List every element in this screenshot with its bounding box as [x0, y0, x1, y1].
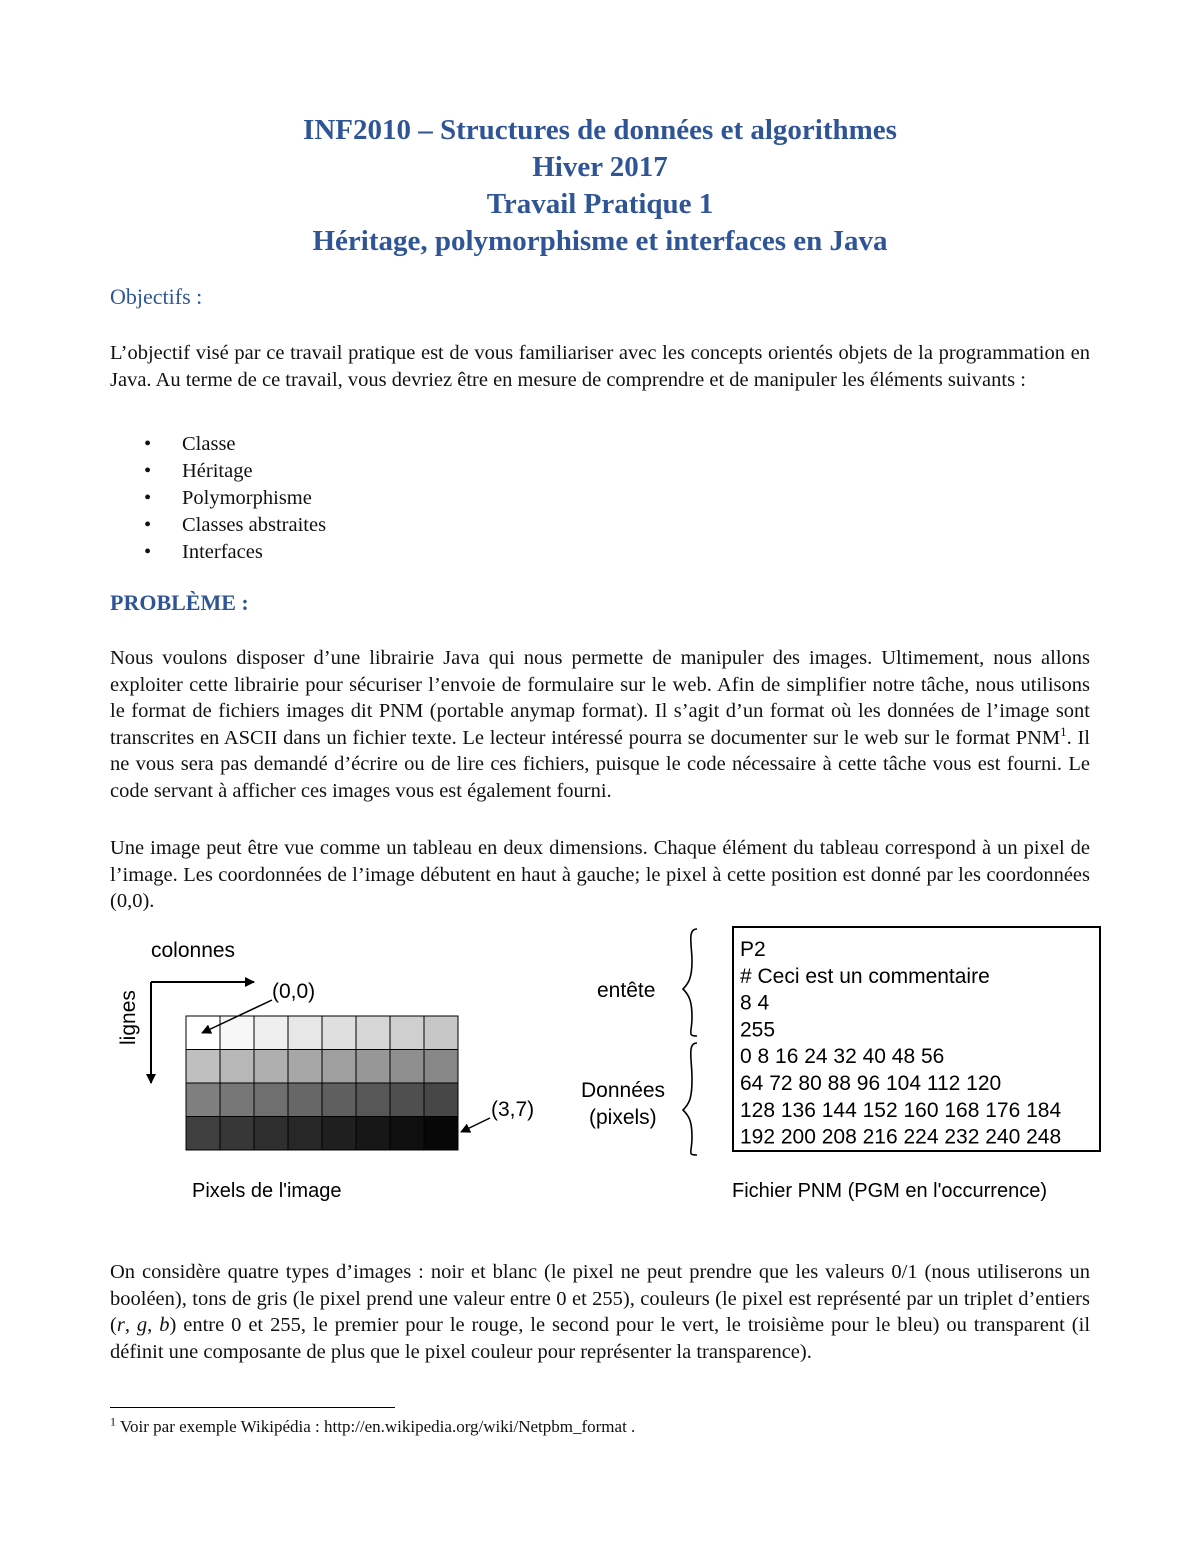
pixel-cell	[220, 1083, 254, 1117]
lignes-label: lignes	[117, 990, 140, 1045]
pixel-cell	[254, 1083, 288, 1117]
end-arrow	[461, 1118, 490, 1132]
pixel-cell	[186, 1050, 220, 1084]
entete-label: entête	[597, 979, 656, 1002]
pnm-file-line: 64 72 80 88 96 104 112 120	[740, 1072, 1002, 1095]
pnm-file-lines	[740, 938, 1061, 1149]
pixel-cell	[288, 1083, 322, 1117]
pixel-cell	[356, 1050, 390, 1084]
footnote-text[interactable]: Voir par exemple Wikipédia : http://en.wikipedia.org/wiki/Netpbm_format .	[116, 1417, 636, 1436]
pnm-file-line: # Ceci est un commentaire	[740, 964, 990, 988]
donnees-brace	[683, 1043, 697, 1155]
pixel-cell	[356, 1117, 390, 1151]
probleme-paragraph-1	[110, 645, 1090, 804]
pixels-label: (pixels)	[589, 1106, 657, 1129]
pixel-cell	[424, 1016, 458, 1050]
title-topic: Héritage, polymorphisme et interfaces en Java	[312, 225, 888, 257]
paragraph-text: ) entre 0 et 255, le premier pour le rouge, le second pour le vert, le troisième pour le bleu) ou transparent (il définit une composante de plus que le pixel couleur pour représenter la transparence).	[110, 1314, 1091, 1363]
title-course: INF2010 – Structures de données et algorithmes	[303, 114, 897, 146]
footnote	[110, 1416, 635, 1438]
left-caption: Pixels de l'image	[192, 1180, 342, 1202]
pixel-cell	[254, 1117, 288, 1151]
italic-b: b	[159, 1314, 170, 1336]
pixel-cell	[424, 1050, 458, 1084]
figure-svg	[0, 915, 1200, 1215]
pixel-cell	[186, 1117, 220, 1151]
pixel-cell	[424, 1083, 458, 1117]
pixel-cell	[356, 1083, 390, 1117]
pixel-cell	[424, 1117, 458, 1151]
objectifs-heading: Objectifs :	[110, 284, 203, 309]
donnees-label: Données	[581, 1079, 666, 1102]
pixel-cell	[288, 1050, 322, 1084]
pixel-cell	[288, 1117, 322, 1151]
footnote-separator	[110, 1407, 395, 1408]
pixel-cell	[322, 1016, 356, 1050]
pnm-figure	[0, 915, 1200, 1215]
paragraph-text: . Il ne vous sera pas demandé d’écrire ou de lire ces fichiers, puisque le code nécessaire à cette tâche vous est fourni. Le code servant à afficher ces images vous est également fourni.	[110, 726, 1091, 802]
pixel-cell	[390, 1117, 424, 1151]
pixel-cell	[254, 1050, 288, 1084]
list-item: • Héritage	[140, 458, 326, 485]
pnm-file-line: P2	[740, 938, 766, 961]
title-term: Hiver 2017	[532, 151, 668, 183]
pixel-grid	[186, 1016, 458, 1150]
paragraph-text: Nous voulons disposer d’une librairie Java qui nous permette de manipuler des images. Ultimement, nous allons exploiter cette librairie pour sécuriser l’envoie de formulaire sur le web. Afin de simplifier notre tâche, nous utilisons le format de fichiers images dit PNM (portable anymap format). Il s’agit d’un format où les données de l’image sont transcrites en ASCII dans un fichier texte. Le lecteur intéressé pourra se documenter sur le web sur le format PNM	[110, 647, 1090, 749]
pixel-cell	[220, 1016, 254, 1050]
probleme-paragraph-3	[110, 1259, 1090, 1365]
pnm-file-line: 192 200 208 216 224 232 240 248	[740, 1125, 1062, 1149]
footnote-ref[interactable]: 1	[1060, 723, 1067, 739]
pixel-cell	[390, 1050, 424, 1084]
list-item: • Classes abstraites	[140, 512, 326, 539]
objectifs-list	[140, 431, 326, 566]
document-title	[0, 112, 1200, 260]
end-label: (3,7)	[491, 1098, 535, 1121]
objectifs-paragraph: L’objectif visé par ce travail pratique est de vous familiariser avec les concepts orientés objets de la programmation en Java. Au terme de ce travail, vous devriez être en mesure de comprendre et de manipuler les éléments suivants :	[110, 342, 1090, 391]
pnm-file-line: 255	[740, 1018, 776, 1042]
probleme-heading: PROBLÈME :	[110, 590, 249, 615]
pixel-cell	[322, 1117, 356, 1151]
pixel-cell	[220, 1050, 254, 1084]
entete-brace	[683, 929, 697, 1036]
pixel-cell	[390, 1016, 424, 1050]
pixel-cell	[254, 1016, 288, 1050]
separator: ,	[124, 1314, 137, 1336]
list-item: • Polymorphisme	[140, 485, 326, 512]
pixel-cell	[288, 1016, 322, 1050]
pixel-cell	[186, 1083, 220, 1117]
probleme-paragraph-2: Une image peut être vue comme un tableau en deux dimensions. Chaque élément du tableau correspond à un pixel de l’image. Les coordonnées de l’image débutent en haut à gauche; le pixel à cette position est donné par les coordonnées (0,0).	[110, 837, 1090, 912]
pnm-file-line: 128 136 144 152 160 168 176 184	[740, 1098, 1062, 1122]
pixel-cell	[322, 1050, 356, 1084]
italic-g: g	[136, 1314, 148, 1336]
list-item: • Classe	[140, 431, 326, 458]
right-caption: Fichier PNM (PGM en l'occurrence)	[732, 1180, 1047, 1202]
pixel-cell	[390, 1083, 424, 1117]
list-item: • Interfaces	[140, 539, 326, 566]
separator: ,	[147, 1314, 160, 1336]
pnm-file-line: 0 8 16 24 32 40 48 56	[740, 1045, 945, 1069]
title-assignment: Travail Pratique 1	[486, 188, 714, 220]
pixel-cell	[322, 1083, 356, 1117]
pnm-file-line: 8 4	[740, 991, 770, 1015]
footnote-number: 1	[110, 1414, 116, 1429]
origin-label: (0,0)	[272, 980, 316, 1003]
paragraph-text: On considère quatre types d’images : noir et blanc (le pixel ne peut prendre que les valeurs 0/1 (nous utiliserons un booléen), tons de gris (le pixel prend une valeur entre 0 et 255), couleurs (le pixel est représenté par un triplet d’entiers (	[110, 1261, 1090, 1336]
italic-r: r	[116, 1314, 125, 1336]
pixel-cell	[356, 1016, 390, 1050]
colonnes-label: colonnes	[151, 939, 236, 962]
pixel-cell	[220, 1117, 254, 1151]
